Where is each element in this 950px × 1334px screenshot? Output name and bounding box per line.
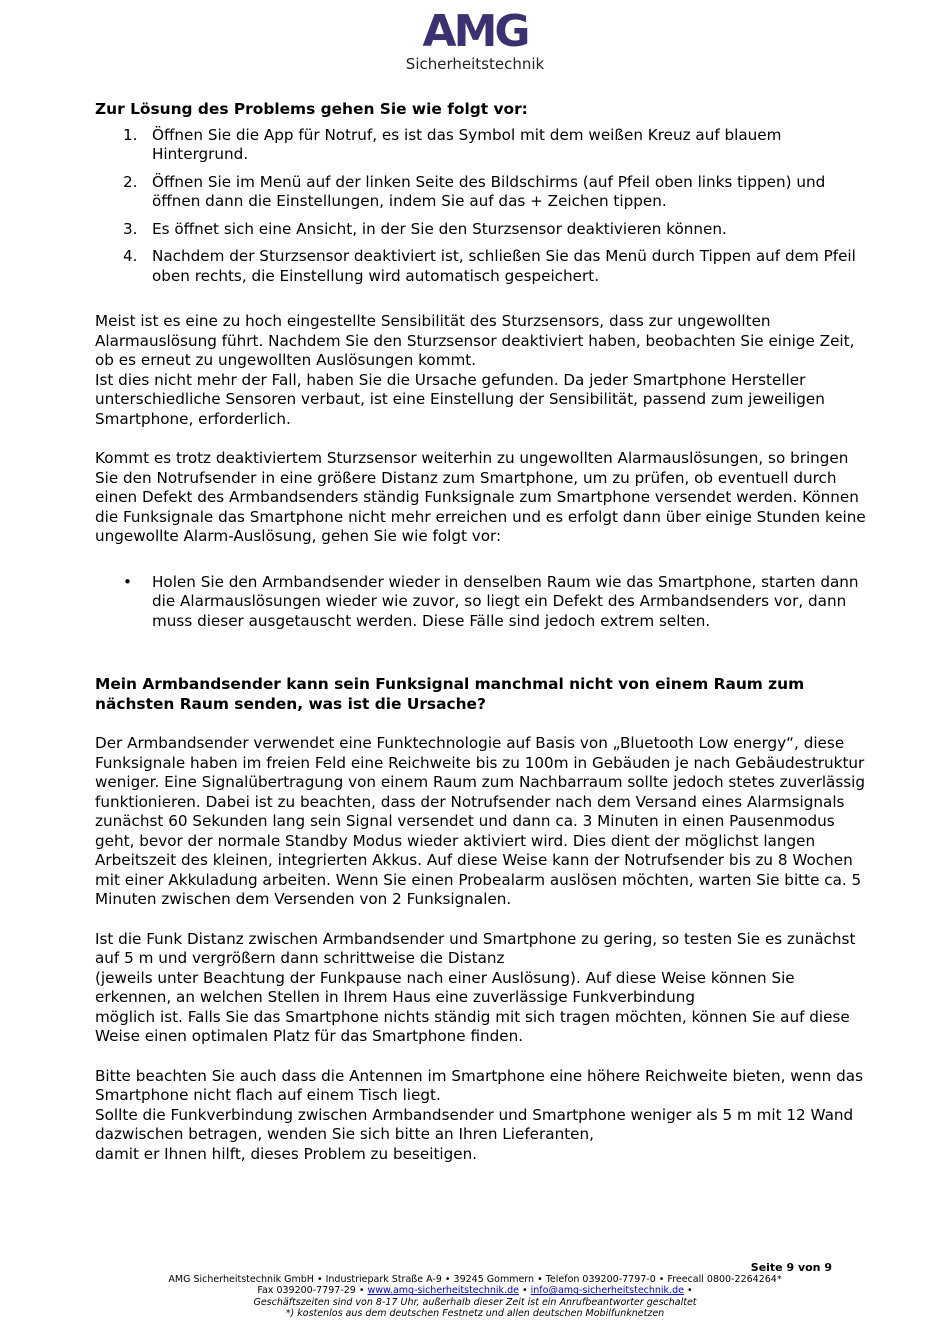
- footer-contact: [0, 1285, 950, 1296]
- step-text: Öffnen Sie im Menü auf der linken Seite des Bildschirms (auf Pfeil oben links tippen) und öffnen dann die Einstellungen, indem Sie auf das + Zeichen tippen.: [152, 172, 826, 210]
- company-logo: [400, 8, 550, 76]
- list-item: [95, 173, 875, 212]
- paragraph: Ist dies nicht mehr der Fall, haben Sie die Ursache gefunden. Da jeder Smartphone Hersteller unterschiedliche Sensoren verbaut, ist eine Einstellung der Sensibilität, passend zum jeweiligen Smartphone, erforderlich.: [95, 370, 825, 428]
- document-body: [95, 100, 875, 1164]
- list-item: [95, 573, 875, 632]
- section1-heading: Zur Lösung des Problems gehen Sie wie folgt vor:: [95, 100, 528, 118]
- step-number: 3.: [123, 219, 138, 238]
- bullet-text: Holen Sie den Armbandsender wieder in denselben Raum wie das Smartphone, starten dann die Alarmauslösungen wieder wie zuvor, so liegt ein Defekt des Armbandsenders vor, dann muss dieser ausgetauscht werden. Diese Fälle sind jedoch extrem selten.: [152, 572, 859, 630]
- footer-fax: Fax 039200-7797-29 •: [257, 1285, 365, 1297]
- paragraph-line: Ist die Funk Distanz zwischen Armbandsender und Smartphone zu gering, so testen Sie es zunächst auf 5 m und vergrößern dann schrittweise die Distanz: [95, 929, 856, 967]
- website-link[interactable]: www.amg-sicherheitstechnik.de: [367, 1285, 519, 1297]
- footer: [0, 1274, 950, 1320]
- footer-address: AMG Sicherheitstechnik GmbH • Industriepark Straße A-9 • 39245 Gommern • Telefon 039200-7797-0 • Freecall 0800-2264264*: [168, 1274, 782, 1285]
- section2-heading: Mein Armbandsender kann sein Funksignal manchmal nicht von einem Raum zum nächsten Raum senden, was ist die Ursache?: [95, 675, 805, 713]
- step-text: Nachdem der Sturzsensor deaktiviert ist, schließen Sie das Menü durch Tippen auf dem Pfeil oben rechts, die Einstellung wird automatisch gespeichert.: [152, 247, 856, 285]
- bullet-icon: •: [123, 572, 132, 591]
- paragraph: Kommt es trotz deaktiviertem Sturzsensor weiterhin zu ungewollten Alarmauslösungen, so bringen Sie den Notrufsender in eine größere Distanz zum Smartphone, um zu prüfen, ob eventuell durch einen Defekt des Armbandsenders ständig Funksignale zum Smartphone versendet werden. Können die Funksignale das Smartphone nicht mehr erreichen und es erfolgt dann über einige Stunden keine ungewollte Alarm-Auslösung, gehen Sie wie folgt vor:: [95, 449, 866, 545]
- step-text: Öffnen Sie die App für Notruf, es ist das Symbol mit dem weißen Kreuz auf blauem Hintergrund.: [152, 125, 782, 163]
- paragraph-line: damit er Ihnen hilft, dieses Problem zu beseitigen.: [95, 1144, 478, 1163]
- footer-separator: •: [522, 1285, 528, 1297]
- paragraph-line: Bitte beachten Sie auch dass die Antennen im Smartphone eine höhere Reichweite bieten, wenn das Smartphone nicht flach auf einem Tisch liegt.: [95, 1066, 863, 1104]
- list-item: [95, 247, 875, 286]
- paragraph-line: Sollte die Funkverbindung zwischen Armbandsender und Smartphone weniger als 5 m mit 12 Wand dazwischen betragen, wenden Sie sich bitte an Ihren Lieferanten,: [95, 1105, 854, 1143]
- logo-subtitle: Sicherheitstechnik: [405, 55, 545, 73]
- paragraph-line: (jeweils unter Beachtung der Funkpause nach einer Auslösung). Auf diese Weise können Sie erkennen, an welchen Stellen in Ihrem Haus eine zuverlässige Funkverbindung: [95, 968, 795, 1006]
- step-number: 4.: [123, 247, 138, 265]
- footer-separator: •: [687, 1285, 693, 1297]
- paragraph-line: möglich ist. Falls Sie das Smartphone nichts ständig mit sich tragen möchten, können Sie auf diese Weise einen optimalen Platz für das Smartphone finden.: [95, 1007, 850, 1045]
- step-number: 2.: [123, 172, 138, 191]
- logo-mark: AMG: [422, 6, 528, 57]
- paragraph: Der Armbandsender verwendet eine Funktechnologie auf Basis von „Bluetooth Low energy“, diese Funksignale haben im freien Feld eine Reichweite bis zu 100m in Gebäuden je nach Gebäudestruktur weniger. Eine Signalübertragung von einem Raum zum Nachbarraum sollte jedoch stetes zuverlässig funktionieren. Dabei ist zu beachten, dass der Notrufsender nach dem Versand eines Alarmsignals zunächst 60 Sekunden lang sein Signal versendet und dann ca. 3 Minuten in einen Pausenmodus geht, bevor der normale Standby Modus wieder aktiviert wird. Dies dient der möglichst langen Arbeitszeit des kleinen, integrierten Akkus. Auf diese Weise kann der Notrufsender bis zu 8 Wochen mit einer Akkuladung arbeiten. Wenn Sie einen Probealarm auslösen möchten, warten Sie bitte ca. 5 Minuten zwischen dem Versenden von 2 Funksignalen.: [95, 734, 866, 908]
- list-item: [95, 126, 875, 165]
- step-text: Es öffnet sich eine Ansicht, in der Sie den Sturzsensor deaktivieren können.: [152, 219, 727, 238]
- email-link[interactable]: info@amg-sicherheitstechnik.de: [530, 1285, 684, 1297]
- list-item: [95, 220, 875, 240]
- paragraph: Meist ist es eine zu hoch eingestellte Sensibilität des Sturzsensors, dass zur ungewollten Alarmauslösung führt. Nachdem Sie den Sturzsensor deaktiviert haben, beobachten Sie einige Zeit, ob es erneut zu ungewollten Auslösungen kommt.: [95, 312, 855, 369]
- step-number: 1.: [123, 125, 138, 144]
- steps-list: [95, 126, 875, 287]
- footer-note: *) kostenlos aus dem deutschen Festnetz und allen deutschen Mobilfunknetzen: [285, 1308, 665, 1320]
- page-number: Seite 9 von 9: [750, 1261, 832, 1274]
- footer-hours: Geschäftszeiten sind von 8-17 Uhr, außerhalb dieser Zeit ist ein Anrufbeantworter geschaltet: [253, 1296, 697, 1308]
- bullet-list: [95, 573, 875, 632]
